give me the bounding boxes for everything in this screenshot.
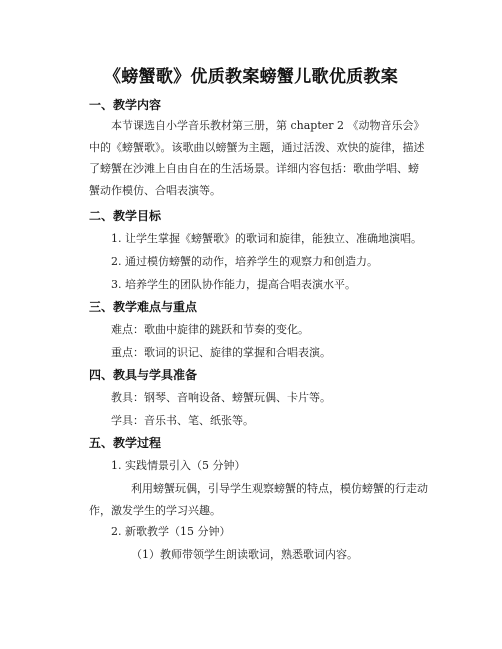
objective-item-3: 3. 培养学生的团队协作能力，提高合唱表演水平。 — [111, 278, 356, 291]
objective-item-2: 2. 通过模仿螃蟹的动作，培养学生的观察力和创造力。 — [111, 255, 378, 268]
process-step-1-paragraph: 利用螃蟹玩偶，引导学生观察螃蟹的特点，模仿螃蟹的行走动作，激发学生的学习兴趣。 — [89, 482, 428, 517]
difficulty-line: 难点：歌曲中旋律的跳跃和节奏的变化。 — [111, 323, 309, 336]
section-heading-materials: 四、教具与学具准备 — [89, 368, 198, 382]
process-step-2-sub-1: （1）教师带领学生朗读歌词，熟悉歌词内容。 — [131, 548, 358, 561]
section-heading-process: 五、教学过程 — [89, 436, 162, 450]
key-point-line: 重点：歌词的识记、旋律的掌握和合唱表演。 — [111, 346, 331, 359]
teaching-aids-line: 教具：钢琴、音响设备、螃蟹玩偶、卡片等。 — [111, 391, 331, 404]
section-heading-objectives: 二、教学目标 — [89, 209, 162, 223]
process-step-1: 1. 实践情景引入（5 分钟） — [111, 459, 246, 472]
section-content-paragraph: 本节课选自小学音乐教材第三册，第 chapter 2 《动物音乐会》中的《螃蟹歌》。该歌曲以螃蟹为主题，通过活泼、欢快的旋律，描述了螃蟹在沙滩上自由自在的生活场景。详细内容包括：歌曲学唱、螃蟹动作模仿、合唱表演等。 — [89, 119, 425, 197]
section-heading-key-points: 三、教学难点与重点 — [89, 300, 198, 314]
process-step-2: 2. 新歌教学（15 分钟） — [111, 525, 231, 538]
document-title: 《螃蟹歌》优质教案螃蟹儿歌优质教案 — [103, 67, 399, 87]
objective-item-1: 1. 让学生掌握《螃蟹歌》的歌词和旋律，能独立、准确地演唱。 — [111, 232, 422, 245]
student-materials-line: 学具：音乐书、笔、纸张等。 — [111, 414, 254, 427]
section-heading-content: 一、教学内容 — [89, 98, 162, 112]
